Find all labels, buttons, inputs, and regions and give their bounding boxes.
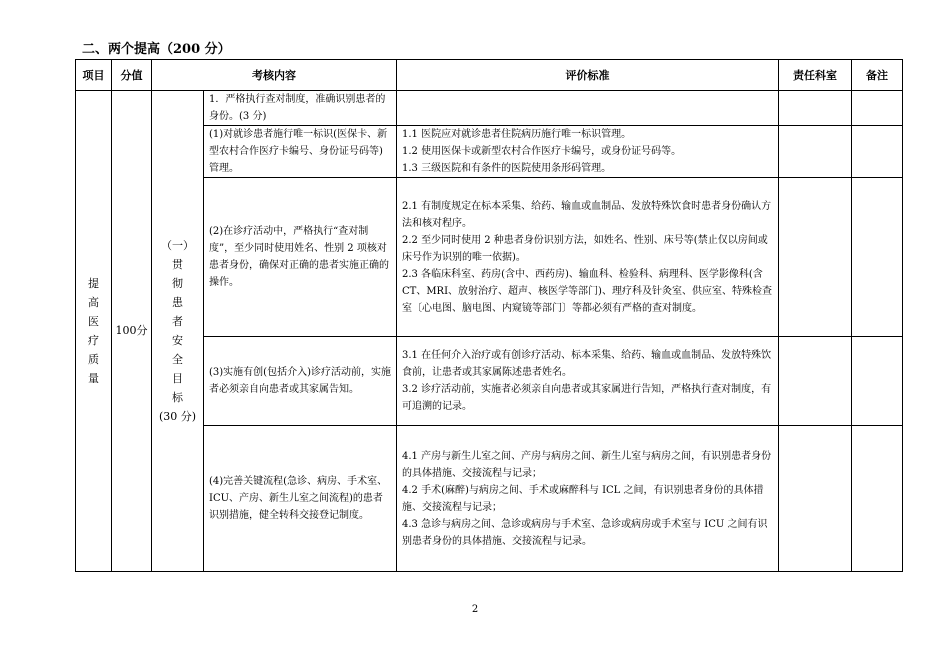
header-row — [76, 60, 903, 91]
project-cell — [76, 91, 112, 572]
header-criteria: 评价标准 — [397, 60, 779, 91]
header-score: 分值 — [112, 60, 152, 91]
criteria-item: 1.1 医院应对就诊患者住院病历施行唯一标识管理。 — [402, 129, 632, 140]
criteria-item: 1.2 使用医保卡或新型农村合作医疗卡编号，或身份证号码等。 — [402, 146, 682, 157]
criteria-item: 2.3 各临床科室、药房(含中、西药房)、输血科、检验科、病理科、医学影像科(含 CT、MRI、放射治疗、超声、核医学等部门)、理疗科及针灸室、供应室、特殊检查室〔心电图、脑电图、内窥镜等部门〕等都必须有严格的查对制度。 — [402, 268, 772, 314]
score-text: 100 — [115, 324, 137, 337]
score-text: 分 — [136, 324, 148, 337]
assessment-table — [75, 59, 903, 572]
criteria-cell — [397, 126, 779, 178]
header-project: 项目 — [76, 60, 112, 91]
table-row — [76, 91, 903, 126]
subcategory-char: 患 — [172, 296, 183, 309]
remarks-cell — [852, 426, 903, 572]
criteria-item: 4.2 手术(麻醉)与病房之间、手术或麻醉科与 ICL 之间，有识别患者身份的具体措施、交接流程与记录； — [402, 484, 764, 513]
remarks-cell — [852, 126, 903, 178]
department-cell — [779, 178, 852, 337]
subcategory-char: 安 — [172, 334, 183, 347]
criteria-item: 2.2 至少同时使用 2 种患者身份识别方法，如姓名、性别、床号等(禁止仅以房间或床号作为识别的唯一依据)。 — [402, 234, 768, 263]
criteria-item: 3.1 在任何介入治疗或有创诊疗活动、标本采集、给药、输血或血制品、发放特殊饮食前，让患者或其家属陈述患者姓名。 — [402, 350, 772, 378]
project-char: 量 — [88, 372, 99, 385]
header-department: 责任科室 — [779, 60, 852, 91]
subcategory-cell — [152, 91, 204, 572]
score-cell — [112, 91, 152, 572]
subcategory-char: 标 — [172, 391, 183, 404]
criteria-item: 2.1 有制度规定在标本采集、给药、输血或血制品、发放特殊饮食时患者身份确认方法和核对程序。 — [402, 200, 772, 229]
content-cell: 1．严格执行查对制度，准确识别患者的身份。(3 分) — [204, 91, 397, 126]
project-char: 高 — [88, 296, 99, 309]
subcategory-char: 全 — [172, 353, 183, 366]
section-title: 二、两个提高（200 分） — [82, 42, 231, 57]
page-number: 2 — [471, 604, 479, 615]
criteria-item: 1.3 三级医院和有条件的医院使用条形码管理。 — [402, 163, 612, 174]
subcategory-char: 目 — [172, 372, 183, 385]
subcategory-char: (30 分) — [158, 410, 197, 423]
department-cell — [779, 126, 852, 178]
criteria-cell — [397, 337, 779, 426]
department-cell — [779, 91, 852, 126]
project-char: 提 — [88, 277, 99, 290]
criteria-item: 4.3 急诊与病房之间、急诊或病房与手术室、急诊或病房或手术室与 ICU 之间有识别患者身份的具体措施、交接流程与记录。 — [402, 518, 768, 547]
subcategory-char: 贯 — [172, 258, 183, 271]
department-cell — [779, 337, 852, 426]
subcategory-char: 者 — [172, 315, 183, 328]
criteria-item: 3.2 诊疗活动前，实施者必须亲自向患者或其家属进行告知，严格执行查对制度，有可追溯的记录。 — [402, 384, 772, 412]
criteria-cell — [397, 91, 779, 126]
criteria-item: 4.1 产房与新生儿室之间、产房与病房之间、新生儿室与病房之间，有识别患者身份的具体措施、交接流程与记录； — [402, 450, 772, 479]
content-cell: (3)实施有创(包括介入)诊疗活动前，实施者必须亲自向患者或其家属告知。 — [204, 337, 397, 426]
remarks-cell — [852, 337, 903, 426]
remarks-cell — [852, 91, 903, 126]
content-cell: (4)完善关键流程(急诊、病房、手术室、ICU、产房、新生儿室之间流程)的患者识别措施，健全转科交接登记制度。 — [204, 426, 397, 572]
project-char: 疗 — [88, 334, 99, 347]
content-cell: (2)在诊疗活动中，严格执行“查对制度”，至少同时使用姓名、性别 2 项核对患者身份，确保对正确的患者实施正确的操作。 — [204, 178, 397, 337]
header-remarks: 备注 — [852, 60, 903, 91]
criteria-cell — [397, 178, 779, 337]
remarks-cell — [852, 178, 903, 337]
content-cell: (1)对就诊患者施行唯一标识(医保卡、新型农村合作医疗卡编号、身份证号码等)管理。 — [204, 126, 397, 178]
department-cell — [779, 426, 852, 572]
criteria-cell — [397, 426, 779, 572]
project-char: 医 — [88, 315, 99, 328]
header-content: 考核内容 — [152, 60, 397, 91]
subcategory-char: 彻 — [172, 277, 183, 290]
project-char: 质 — [88, 353, 99, 366]
subcategory-char: （一） — [161, 239, 194, 252]
